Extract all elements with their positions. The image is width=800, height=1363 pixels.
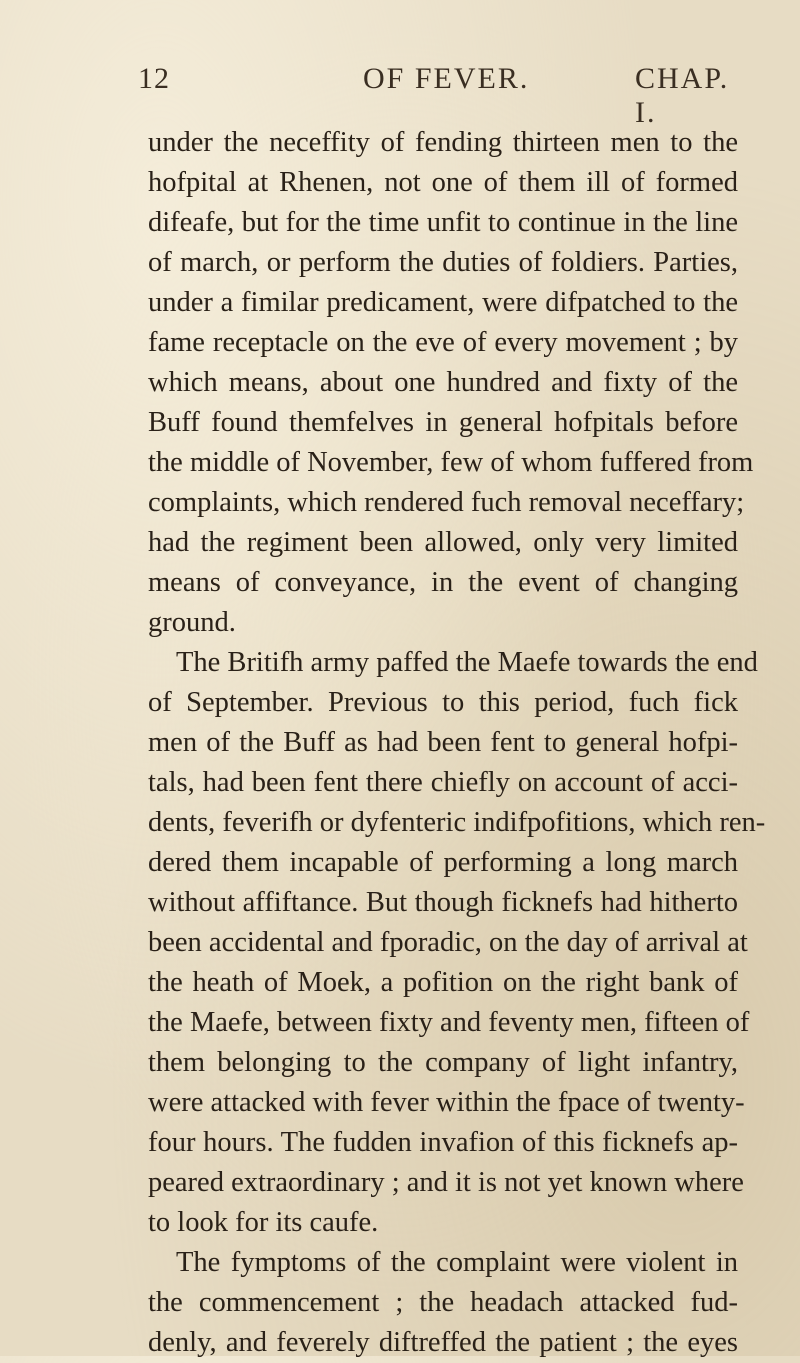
- text-line: tals, had been fent there chiefly on account of acci-: [148, 767, 738, 798]
- text-line: of September. Previous to this period, fuch fick: [148, 687, 738, 718]
- running-title: OF FEVER.: [363, 62, 530, 95]
- text-line: difeafe, but for the time unfit to continue in the line: [148, 207, 738, 238]
- text-line: of march, or perform the duties of foldiers. Parties,: [148, 247, 738, 278]
- text-line: them belonging to the company of light infantry,: [148, 1047, 738, 1078]
- text-line: without affiftance. But though ficknefs had hitherto: [148, 887, 738, 918]
- text-line: under a fimilar predicament, were difpatched to the: [148, 287, 738, 318]
- text-line: men of the Buff as had been fent to general hofpi-: [148, 727, 738, 758]
- text-line: means of conveyance, in the event of changing: [148, 567, 738, 598]
- text-line: the middle of November, few of whom fuffered from: [148, 447, 754, 478]
- paragraph-start-line: The fymptoms of the complaint were violent in: [176, 1247, 738, 1278]
- text-line: been accidental and fporadic, on the day of arrival at: [148, 927, 748, 958]
- text-line: the commencement ; the headach attacked fud-: [148, 1287, 738, 1318]
- text-line: four hours. The fudden invafion of this ficknefs ap-: [148, 1127, 738, 1158]
- text-line: Buff found themfelves in general hofpitals before: [148, 407, 738, 438]
- text-line: peared extraordinary ; and it is not yet known where: [148, 1167, 744, 1198]
- text-line: hofpital at Rhenen, not one of them ill of formed: [148, 167, 738, 198]
- text-line: had the regiment been allowed, only very limited: [148, 527, 738, 558]
- text-line: dents, feverifh or dyfenteric indifpofitions, which ren-: [148, 807, 766, 838]
- text-line: dered them incapable of performing a long march: [148, 847, 738, 878]
- paragraph-end-line: ground.: [148, 607, 236, 638]
- text-line: under the neceffity of fending thirteen men to the: [148, 127, 738, 158]
- text-line: the heath of Moek, a pofition on the right bank of: [148, 967, 738, 998]
- text-line: fame receptacle on the eve of every movement ; by: [148, 327, 738, 358]
- page-number: 12: [138, 62, 170, 95]
- chapter-label: CHAP. I.: [635, 62, 730, 129]
- paragraph-start-line: The Britifh army paffed the Maefe towards the end: [176, 647, 758, 678]
- text-line: complaints, which rendered fuch removal neceffary;: [148, 487, 745, 518]
- text-line: which means, about one hundred and fixty of the: [148, 367, 738, 398]
- text-line: the Maefe, between fixty and feventy men, fifteen of: [148, 1007, 750, 1038]
- body-text: [148, 123, 766, 1363]
- paragraph-end-line: to look for its caufe.: [148, 1207, 379, 1238]
- running-head: [138, 62, 738, 129]
- text-line: were attacked with fever within the fpace of twenty-: [148, 1087, 745, 1118]
- text-line: denly, and feverely diftreffed the patient ; the eyes: [148, 1327, 738, 1358]
